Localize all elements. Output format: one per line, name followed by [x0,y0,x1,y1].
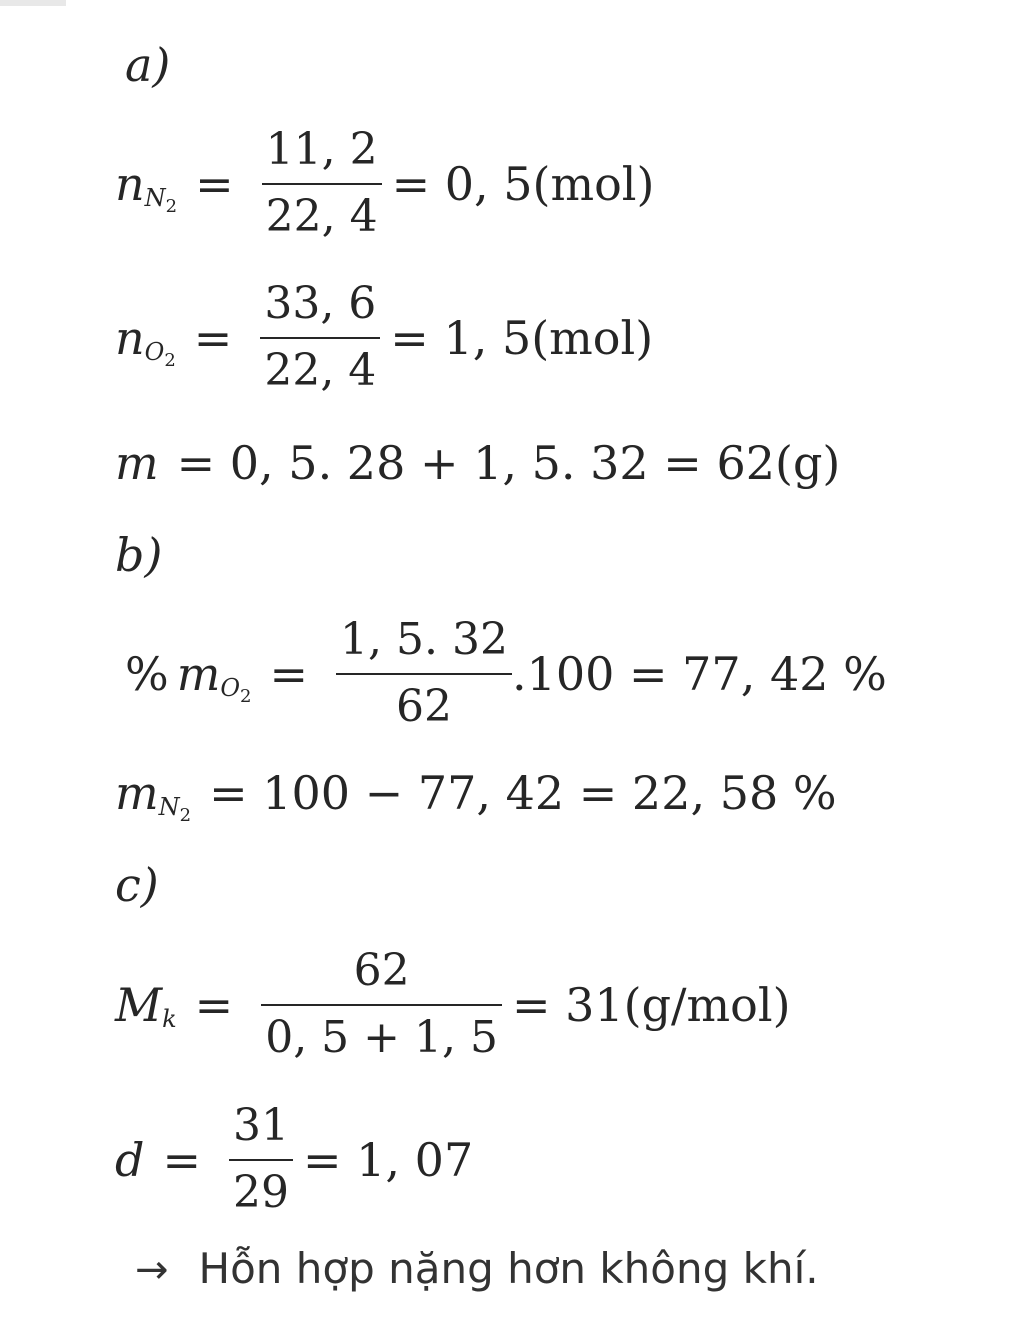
part-b-label [115,528,163,582]
eq7-fraction [229,1100,293,1220]
eq2-sub-letter: O [144,337,165,366]
eq4-sub [220,673,252,707]
right-arrow-icon: → [135,1247,169,1293]
eq2-denominator: 22, 4 [264,344,377,396]
eq5-sub [158,793,192,826]
equation-percent-n2 [115,766,837,826]
eq4-lhs: m [176,646,221,701]
eq6-fraction [261,945,502,1065]
eq5-rhs: = 100 − 77, 42 = 22, 58 % [209,766,837,820]
eq5-lhs: m [115,766,159,820]
equals-sign: = [195,156,234,211]
eq4-rhs: .100 = 77, 42 % [511,646,887,701]
eq1-sub-digit: 2 [165,195,178,217]
eq5-sub-letter: N [158,793,180,821]
fraction-bar [260,337,380,339]
part-a-text: a) [125,38,171,92]
eq6-denominator: 0, 5 + 1, 5 [265,1011,498,1063]
equals-sign: = [269,646,309,701]
part-c-text: c) [115,858,159,912]
equals-sign: = [193,310,233,365]
equals-sign: = [162,1132,201,1187]
eq4-denominator: 62 [395,680,452,732]
eq6-lhs: M [115,977,163,1032]
eq1-denominator: 22, 4 [265,190,378,242]
eq1-rhs: = 0, 5(mol) [391,156,655,211]
eq3-lhs: m [115,436,159,490]
conclusion-text: Hỗn hợp nặng hơn không khí. [198,1244,819,1293]
fraction-bar [262,183,382,185]
eq2-sub-digit: 2 [164,349,176,371]
eq1-sub [144,183,178,217]
part-b-text: b) [115,528,163,582]
equation-mass-total [115,436,841,490]
eq4-numerator: 1, 5. 32 [340,614,508,665]
equals-sign: = [194,977,234,1032]
part-a-label [125,38,171,92]
equation-density-ratio [115,1100,473,1220]
conclusion-line [135,1244,819,1293]
eq7-rhs: = 1, 07 [303,1132,474,1187]
eq4-sub-digit: 2 [240,685,252,707]
eq1-numerator: 11, 2 [265,124,378,175]
eq1-sub-letter: N [144,183,166,212]
top-tab-edge [0,0,66,6]
eq7-lhs: d [115,1132,145,1187]
eq2-rhs: = 1, 5(mol) [390,310,654,365]
eq4-sub-letter: O [220,673,241,702]
eq2-lhs: n [115,310,145,365]
equation-n-o2 [115,278,653,398]
eq1-lhs: n [115,156,145,211]
equation-n-n2 [115,124,654,244]
equation-percent-o2 [125,614,887,734]
eq7-numerator: 31 [233,1100,289,1151]
eq5-sub-digit: 2 [179,805,192,826]
eq6-rhs: = 31(g/mol) [511,977,791,1032]
eq6-sub: k [162,1004,177,1033]
fraction-bar [229,1159,293,1161]
eq4-fraction [336,614,512,734]
part-c-label [115,858,159,912]
eq2-fraction [260,278,380,398]
eq2-numerator: 33, 6 [264,278,377,329]
eq3-rhs: = 0, 5. 28 + 1, 5. 32 = 62(g) [176,436,841,490]
percent-sign: % [125,646,169,701]
equation-molar-mass [115,945,791,1065]
eq1-fraction [262,124,382,244]
fraction-bar [261,1004,502,1006]
eq2-sub [144,337,176,371]
fraction-bar [336,673,512,675]
eq6-numerator: 62 [353,945,410,996]
eq7-denominator: 29 [233,1166,289,1218]
